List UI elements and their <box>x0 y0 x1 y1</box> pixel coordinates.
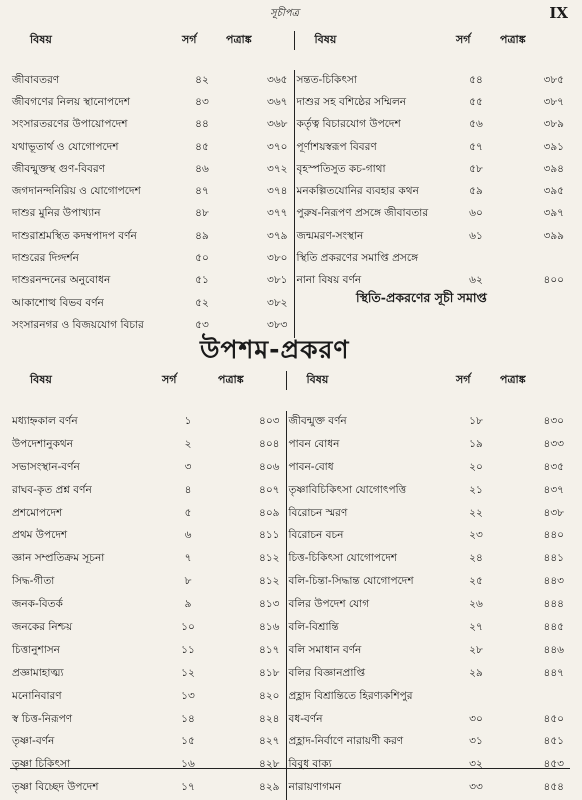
toc-row <box>10 503 570 526</box>
toc-entry-title: সংসারতরণের উপায়োপদেশ <box>12 118 128 131</box>
toc-entry-title: চিত্তানুশাসন <box>12 643 60 656</box>
toc-entry-page: ৪৫১ <box>543 735 564 748</box>
toc-entry-sarga: ৫১ <box>195 274 209 287</box>
toc-row <box>10 525 570 548</box>
toc-entry-title: বলির বিজ্ঞানপ্রাপ্তি <box>286 663 454 686</box>
toc-entry-page: ৩৮৯ <box>543 118 564 131</box>
toc-entry-title: প্রশমোপদেশ <box>12 506 63 519</box>
toc-entry-sarga: ২২ <box>469 506 483 519</box>
toc-entry-page: ৪১৬ <box>259 620 280 633</box>
col-sarga-header: সর্গ <box>456 373 471 386</box>
toc-entry-page: ৪১১ <box>259 529 280 542</box>
toc-entry-title: পাবন-বোধ <box>286 457 454 480</box>
toc-entry-page: ৪৩৫ <box>543 460 564 473</box>
toc-row <box>10 594 570 617</box>
toc-entry-sarga: ১৩ <box>181 689 195 702</box>
toc-entry-title: স্থিতি প্রকরণের সমাপ্তি প্রসঙ্গে <box>294 248 454 270</box>
toc-entry-page: ৩৭৪ <box>267 185 288 198</box>
page-number: IX <box>549 4 568 22</box>
toc-entry-title: প্রহ্লাদ-নির্বাণে নারায়ণী করণ <box>286 731 454 754</box>
toc-entry-title: জীবন্মুক্ত বর্ণন <box>286 411 454 434</box>
toc-entry-page: ৩৯৭ <box>543 207 564 220</box>
toc-row <box>10 226 570 248</box>
toc-row <box>10 457 570 480</box>
toc-entry-title: কর্তৃত্ব বিচারযোগ উপদেশ <box>294 115 454 137</box>
toc-entry-page: ৪০৭ <box>259 483 280 496</box>
toc-entry-sarga: ৭ <box>184 552 192 565</box>
toc-entry-sarga: ৫৯ <box>469 185 483 198</box>
toc-entry-title: বিবুধ বাক্য <box>286 754 454 777</box>
toc-row <box>10 640 570 663</box>
toc-row <box>10 663 570 686</box>
col-topic-header: বিষয় <box>30 33 52 46</box>
toc-row <box>10 434 570 457</box>
toc-entry-page: ৪১২ <box>259 552 280 565</box>
toc-entry-page: ৪৪৭ <box>543 666 564 679</box>
toc-entry-page: ৩৮১ <box>267 274 288 287</box>
toc-entry-sarga: ৬ <box>184 529 192 542</box>
toc-entry-page: ৩৮০ <box>267 252 288 265</box>
toc-entry-title: প্রহ্লাদ বিশ্রান্তিতে হিরণ্যকশিপুর <box>286 686 454 709</box>
table-header-row <box>10 390 570 411</box>
toc-entry-page: ৩৬৫ <box>267 73 288 86</box>
toc-entry-title: পূর্ণাশয়স্বরূপ বিবরণ <box>294 137 454 159</box>
toc-entry-sarga: ২৯ <box>469 666 483 679</box>
toc-entry-sarga: ৩ <box>184 460 192 473</box>
toc-entry-title: জীবগণের নিলয় স্থানোপদেশ <box>12 95 131 108</box>
toc-entry-page: ৪২৪ <box>259 712 280 725</box>
toc-entry-page <box>498 248 570 270</box>
toc-entry-page: ৪৩০ <box>543 414 564 427</box>
toc-entry-sarga: ৯ <box>184 598 192 611</box>
toc-entry-title: জ্ঞান সম্প্রতিক্রম সূচনা <box>12 552 105 565</box>
toc-entry-title: তৃষ্ণাবিচিকিৎসা যোগোৎপত্তি <box>286 480 454 503</box>
toc-row <box>10 548 570 571</box>
toc-entry-page: ৩৭৭ <box>267 207 288 220</box>
toc-entry-sarga: ৬১ <box>469 229 483 242</box>
toc-entry-page: ৪৫৪ <box>543 781 564 794</box>
toc-entry-sarga: ৫৬ <box>469 118 483 131</box>
table-header-row <box>10 50 570 70</box>
toc-entry-title: বলি-বিশ্রান্তি <box>286 617 454 640</box>
toc-entry-page: ৪২০ <box>259 689 280 702</box>
toc-entry-sarga: ১২ <box>181 666 195 679</box>
toc-entry-sarga: ৬২ <box>469 274 483 287</box>
toc-entry-sarga: ১৯ <box>469 437 483 450</box>
toc-entry-title: বিরোচন বচন <box>286 525 454 548</box>
toc-entry-sarga <box>454 686 498 709</box>
toc-row <box>10 137 570 159</box>
toc-entry-title: জনকের নিশ্চয় <box>12 620 73 633</box>
col-sarga-header: সর্গ <box>182 33 197 46</box>
col-page-header: পত্রাঙ্ক <box>226 33 252 46</box>
toc-entry-sarga: ৪ <box>184 483 192 496</box>
toc-entry-sarga: ২০ <box>469 460 483 473</box>
toc-entry-sarga: ২৪ <box>469 552 483 565</box>
toc-entry-page: ৩৭০ <box>267 140 288 153</box>
toc-entry-title: সন্তত-চিকিৎসা <box>294 70 454 92</box>
toc-entry-title: প্রজ্ঞামাহাত্ম্য <box>12 666 64 679</box>
toc-entry-title: আকাশোত্থ বিভব বর্ণন <box>12 296 104 309</box>
toc-entry-page: ৪৪৬ <box>543 643 564 656</box>
toc-entry-sarga: ৫৩ <box>195 318 209 331</box>
toc-entry-title: বিরোচন স্মরণ <box>286 503 454 526</box>
toc-entry-sarga: ১৫ <box>181 735 195 748</box>
toc-entry-sarga: ৫৪ <box>469 73 483 86</box>
toc-row <box>10 115 570 137</box>
toc-entry-page: ৪০৬ <box>259 460 280 473</box>
col-page-header: পত্রাঙ্ক <box>500 373 526 386</box>
toc-entry-page: ৩৮৫ <box>543 73 564 86</box>
toc-entry-sarga: ৫ <box>184 506 192 519</box>
toc-entry-page: ৪১৭ <box>259 643 280 656</box>
toc-entry-sarga: ৪৫ <box>195 140 209 153</box>
toc-entry-sarga: ৫২ <box>195 296 209 309</box>
toc-entry-page: ৪৫০ <box>543 712 564 725</box>
col-page-header: পত্রাঙ্ক <box>218 373 244 386</box>
toc-entry-title: জগদানন্দনিরিয় ও যোগোপদেশ <box>12 185 141 198</box>
toc-entry-title: দাশুরনন্দনের অনুবোধন <box>12 274 111 287</box>
toc-entry-title: মনকল্পিতযোনির ব্যবহার কথন <box>294 181 454 203</box>
toc-entry-title: রাঘব-কৃত প্রশ্ন বর্ণন <box>12 483 92 496</box>
toc-entry-page: ৪০৩ <box>259 414 280 427</box>
toc-entry-page: ৪৪১ <box>543 552 564 565</box>
toc-entry-sarga: ৫৭ <box>469 140 483 153</box>
toc-entry-sarga: ১৪ <box>181 712 195 725</box>
toc-entry-title: তৃষ্ণা-বর্ণন <box>12 735 55 748</box>
toc-entry-sarga: ৫৫ <box>469 95 483 108</box>
toc-entry-sarga: ৩১ <box>469 735 483 748</box>
toc-entry-page: ৩৭৯ <box>267 229 288 242</box>
toc-row <box>10 204 570 226</box>
col-topic-header: বিষয় <box>294 31 454 50</box>
toc-entry-sarga <box>454 248 498 270</box>
toc-entry-sarga: ১০ <box>181 620 195 633</box>
col-page-header: পত্রাঙ্ক <box>500 33 526 46</box>
toc-entry-page: ৩৯৪ <box>543 162 564 175</box>
toc-entry-page: ৪০০ <box>543 274 564 287</box>
toc-entry-sarga: ৩৩ <box>469 781 483 794</box>
running-title: সূচীপত্র <box>270 8 299 19</box>
toc-row <box>10 248 570 270</box>
toc-entry-title: সভাসংস্থান-বর্ণন <box>12 460 80 473</box>
toc-row <box>10 92 570 114</box>
toc-entry-title: নানা বিষয় বর্ণন <box>294 271 454 293</box>
toc-entry-title: জীবাবতরণ <box>12 73 60 86</box>
toc-entry-sarga: ৪৯ <box>195 229 209 242</box>
toc-entry-page: ৪০৪ <box>259 437 280 450</box>
toc-entry-title: বৃহস্পতিসুত কচ-গাথা <box>294 159 454 181</box>
toc-entry-sarga <box>454 315 498 337</box>
toc-entry-title: তৃষ্ণা বিচ্ছেদ উপদেশ <box>12 781 99 794</box>
toc-entry-page: ৪৩৮ <box>543 506 564 519</box>
toc-entry-page: ৩৭২ <box>267 162 288 175</box>
toc-entry-page: ৪৪৫ <box>543 620 564 633</box>
toc-entry-title: যথাভূতার্থ ও যোগোপদেশ <box>12 140 119 153</box>
toc-entry-sarga: ৬০ <box>469 207 483 220</box>
toc-entry-title: স্ব চিত্ত-নিরূপণ <box>12 712 73 725</box>
toc-entry-title: মধ্যাহ্নকাল বর্ণন <box>12 414 78 427</box>
toc-row <box>10 181 570 203</box>
col-sarga-header: সর্গ <box>162 373 177 386</box>
toc-entry-sarga: ২৬ <box>469 598 483 611</box>
toc-entry-page: ৩৮২ <box>267 296 288 309</box>
toc-entry-sarga: ৪৩ <box>195 95 209 108</box>
toc-entry-sarga: ৫৮ <box>469 162 483 175</box>
toc-row <box>10 709 570 732</box>
toc-entry-sarga: ২১ <box>469 483 483 496</box>
toc-entry-page <box>498 686 570 709</box>
toc-entry-page <box>498 315 570 337</box>
toc-row <box>10 571 570 594</box>
toc-entry-sarga: ৮ <box>184 575 192 588</box>
toc-entry-page: ৪৩৭ <box>543 483 564 496</box>
toc-table-upashama <box>10 371 570 800</box>
toc-entry-page: ৪০৯ <box>259 506 280 519</box>
toc-entry-sarga: ২৩ <box>469 529 483 542</box>
toc-entry-title: মনোনিবারণ <box>12 689 62 702</box>
toc-entry-page: ৪২৮ <box>259 758 280 771</box>
toc-entry-page: ৩৯৫ <box>543 185 564 198</box>
toc-entry-title: বলির উপদেশ যোগ <box>286 594 454 617</box>
toc-entry-sarga: ৩২ <box>469 758 483 771</box>
toc-entry-sarga: ১৭ <box>181 781 195 794</box>
col-sarga-header: সর্গ <box>456 33 471 46</box>
toc-entry-page: ৩৯১ <box>543 140 564 153</box>
toc-entry-sarga: ৪৬ <box>195 162 209 175</box>
toc-entry-page: ৩৬৭ <box>267 95 288 108</box>
toc-entry-title: জীবন্মুক্তস্থ গুণ-বিবরণ <box>12 162 105 175</box>
toc-entry-sarga: ৩০ <box>469 712 483 725</box>
toc-entry-sarga: ২৮ <box>469 643 483 656</box>
toc-entry-page: ৪১২ <box>259 575 280 588</box>
toc-entry-page <box>498 293 570 315</box>
section-end-note: স্থিতি-প্রকরণের সূচী সমাপ্ত <box>356 290 487 305</box>
col-topic-header: বিষয় <box>286 371 454 390</box>
toc-entry-sarga: ৪৪ <box>195 118 209 131</box>
toc-entry-title: জনক-বিতর্ক <box>12 598 63 611</box>
col-topic-header: বিষয় <box>30 373 52 386</box>
toc-entry-page: ৪৩৩ <box>543 437 564 450</box>
toc-entry-title: প্রথম উপদেশ <box>12 529 68 542</box>
toc-entry-title: বধ-বর্ণন <box>286 709 454 732</box>
toc-row <box>10 754 570 777</box>
toc-entry-title: তৃষ্ণা চিকিৎসা <box>12 758 70 771</box>
running-head <box>0 4 582 24</box>
toc-entry-sarga: ১১ <box>181 643 195 656</box>
toc-row <box>10 731 570 754</box>
toc-entry-page: ৪৫৩ <box>543 758 564 771</box>
toc-entry-page: ৩৬৮ <box>267 118 288 131</box>
toc-entry-page: ৪৪৩ <box>543 575 564 588</box>
toc-entry-page: ৩৮৭ <box>543 95 564 108</box>
toc-entry-sarga: ১৬ <box>181 758 195 771</box>
toc-entry-page: ৪১৩ <box>259 598 280 611</box>
toc-entry-title: বলি-চিন্তা-সিদ্ধান্ত যোগোপদেশ <box>286 571 454 594</box>
toc-entry-page: ৩৯৯ <box>543 229 564 242</box>
toc-entry-title: উপদেশানুকথন <box>12 437 73 450</box>
toc-row <box>10 411 570 434</box>
toc-entry-title: সংসারনগর ও বিজয়যোগ বিচার <box>12 318 144 331</box>
section-heading: উপশম-প্রকরণ <box>200 335 350 364</box>
toc-entry-title: সিদ্ধ-গীতা <box>12 575 55 588</box>
toc-entry-sarga: ১ <box>184 414 192 427</box>
toc-entry-title: বলি সমাধান বর্ণন <box>286 640 454 663</box>
toc-row <box>10 686 570 709</box>
toc-entry-title: দাশুর মুনির উপাখ্যান <box>12 207 101 220</box>
toc-entry-sarga: ২৭ <box>469 620 483 633</box>
toc-entry-title: পাবন বোধন <box>286 434 454 457</box>
toc-entry-page: ৪২৯ <box>259 781 280 794</box>
toc-row <box>10 159 570 181</box>
toc-entry-page: ৪১৮ <box>259 666 280 679</box>
toc-entry-page: ৪৪০ <box>543 529 564 542</box>
toc-entry-sarga: ২৫ <box>469 575 483 588</box>
toc-entry-title: জন্মমরণ-সংস্থান <box>294 226 454 248</box>
toc-row <box>10 777 570 800</box>
toc-entry-sarga: ৪৮ <box>195 207 209 220</box>
toc-entry-sarga: ২ <box>184 437 192 450</box>
toc-entry-page: ৪৪৪ <box>543 598 564 611</box>
toc-entry-sarga: ৫০ <box>195 252 209 265</box>
toc-entry-page: ৩৮৩ <box>267 318 288 331</box>
toc-row <box>10 480 570 503</box>
toc-entry-sarga: ৪২ <box>195 73 209 86</box>
toc-entry-title: পুরুষ-নিরূপণ প্রসঙ্গে জীবাবতার <box>294 204 454 226</box>
toc-entry-title: দাশুরের দিগ্দর্শন <box>12 252 79 265</box>
toc-entry-title: চিত্ত-চিকিৎসা যোগোপদেশ <box>286 548 454 571</box>
toc-entry-title: দাশুর সহ বশিষ্ঠের সম্মিলন <box>294 92 454 114</box>
bottom-rule <box>10 768 570 769</box>
toc-entry-sarga: ১৮ <box>469 414 483 427</box>
toc-entry-page: ৪২৭ <box>259 735 280 748</box>
toc-entry-title: দাশুরাশ্রমস্থিত কদম্বপাদপ বর্ণন <box>12 229 137 242</box>
toc-entry-sarga: ৪৭ <box>195 185 209 198</box>
toc-row <box>10 70 570 92</box>
toc-row <box>10 617 570 640</box>
toc-entry-title: নারায়ণাগমন <box>286 777 454 800</box>
